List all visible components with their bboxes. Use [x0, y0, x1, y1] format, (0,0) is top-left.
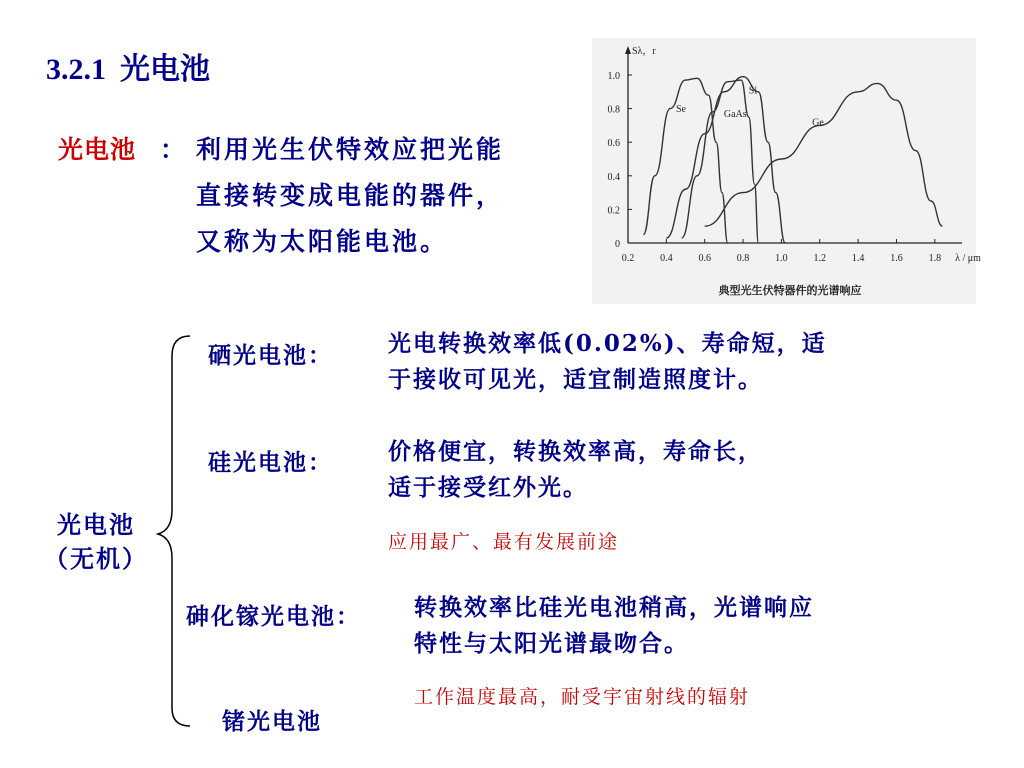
- series-line-si: [666, 77, 785, 243]
- item-note-gaas: 工作温度最高，耐受宇宙射线的辐射: [414, 686, 751, 708]
- x-tick-label: 1.0: [775, 253, 788, 264]
- item-label-si: 硅光电池：: [208, 449, 333, 476]
- x-tick-label: 0.2: [621, 253, 635, 264]
- section-title: 光电池: [120, 52, 210, 87]
- item-desc-se-line2: 于接收可见光，适宜制造照度计。: [388, 366, 763, 393]
- x-axis-label: λ / μm: [955, 253, 981, 264]
- spectral-response-chart: [592, 38, 981, 304]
- item-desc-gaas-line2: 特性与太阳光谱最吻合。: [414, 630, 689, 657]
- item-note-si: 应用最广、最有发展前途: [388, 531, 620, 553]
- y-tick-label: 0.4: [607, 171, 620, 183]
- item-label-gaas: 砷化镓光电池：: [186, 603, 361, 630]
- item-desc-si-line2: 适于接受红外光。: [388, 474, 588, 501]
- chart-svg: [592, 38, 981, 304]
- chart-caption: 典型光生伏特器件的光谱响应: [718, 284, 862, 297]
- series-line-ge: [705, 83, 943, 226]
- definition-colon: ：: [160, 135, 186, 164]
- definition-line-1: 利用光生伏特效应把光能: [196, 135, 505, 164]
- section-number: 3.2.1: [46, 53, 106, 86]
- tree-root-line2: （无机）: [44, 544, 148, 573]
- item-desc-se-line1: 光电转换效率低(0.02%)、寿命短，适: [388, 330, 827, 357]
- tree-bracket: [150, 330, 200, 730]
- y-tick-label: 0.6: [607, 138, 620, 150]
- item-label-ge: 锗光电池: [222, 708, 322, 735]
- y-tick-label: 0.8: [607, 104, 620, 116]
- bracket-path: [158, 336, 190, 726]
- item-desc-gaas-line1: 转换效率比硅光电池稍高，光谱响应: [414, 594, 814, 621]
- y-axis-arrow: [625, 46, 631, 54]
- item-desc-si-line1: 价格便宜，转换效率高，寿命长，: [388, 438, 763, 465]
- tree-root-line1: 光电池: [57, 510, 135, 539]
- definition-line-2: 直接转变成电能的器件，: [196, 181, 505, 210]
- y-tick-label: 0: [615, 239, 620, 250]
- definition-line-3: 又称为太阳能电池。: [196, 227, 449, 256]
- item-desc-si: [388, 434, 763, 506]
- y-axis-label: Sλ，r: [632, 46, 656, 57]
- y-tick-label: 0.2: [607, 205, 620, 217]
- x-tick-label: 1.8: [928, 253, 942, 264]
- series-label-se: Se: [675, 103, 686, 115]
- x-tick-label: 0.6: [698, 253, 711, 264]
- x-tick-label: 1.2: [813, 253, 827, 264]
- x-tick-label: 0.8: [736, 253, 750, 264]
- x-tick-label: 0.4: [660, 253, 673, 264]
- series-label-gaas: GaAs: [723, 109, 747, 120]
- item-desc-gaas: [414, 590, 814, 662]
- x-tick-label: 1.4: [851, 253, 865, 264]
- item-desc-se: [388, 326, 827, 398]
- tree-root: [36, 508, 156, 576]
- definition-term: 光电池: [58, 135, 137, 164]
- page-title: [46, 44, 210, 88]
- series-label-si: Si: [748, 85, 758, 97]
- x-tick-label: 1.6: [890, 253, 903, 264]
- series-line-gaas: [682, 80, 759, 243]
- y-tick-label: 1.0: [607, 71, 620, 82]
- item-label-se: 硒光电池：: [208, 342, 333, 369]
- series-label-ge: Ge: [812, 117, 824, 129]
